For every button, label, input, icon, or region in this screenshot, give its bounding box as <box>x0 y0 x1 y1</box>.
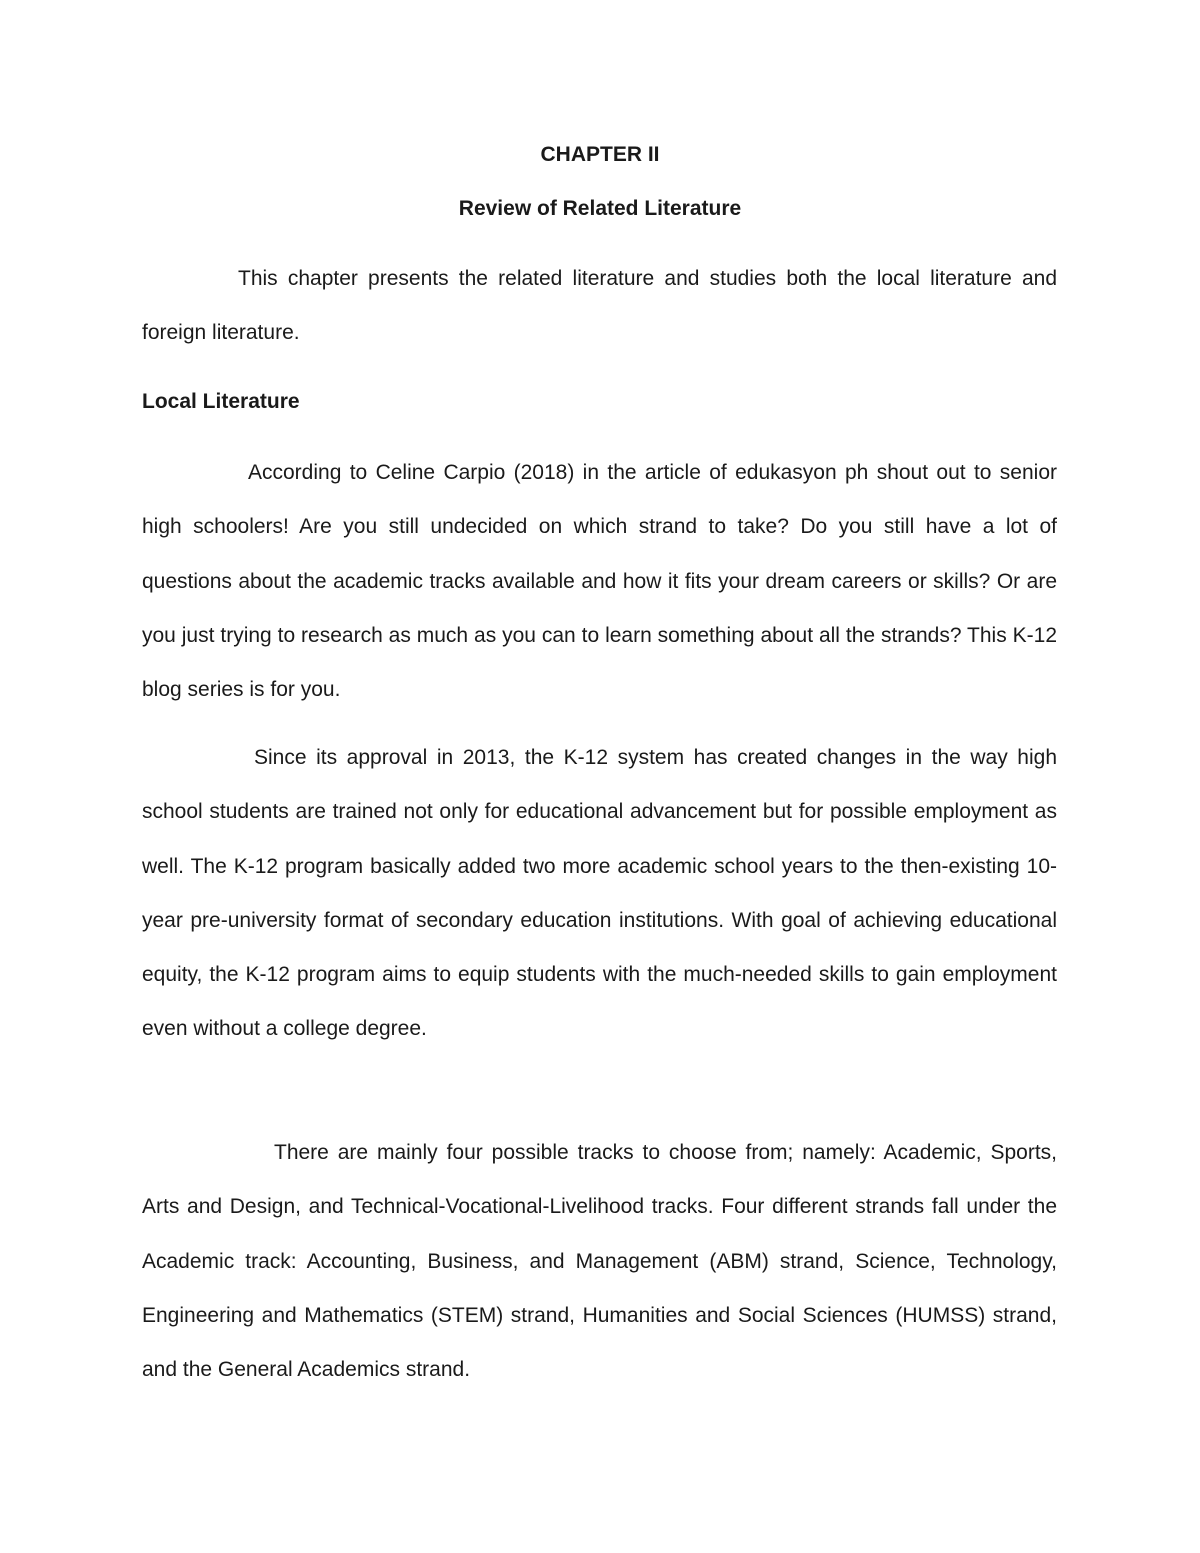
chapter-subtitle: Review of Related Literature <box>458 197 742 220</box>
body-paragraph-1: According to Celine Carpio (2018) in the article of edukasyon ph shout out to senior high schoolers! Are you still undecided on which strand to take? Do you still have a lot of questions about the academic tracks available and how it fits your dream careers or skills? Or are you just trying to research as much as you can to learn something about all the strands? This K-12 blog series is for you. <box>142 461 1057 702</box>
intro-paragraph: This chapter presents the related literature and studies both the local literature and foreign literature. <box>142 267 1057 345</box>
section-heading: Local Literature <box>142 390 300 413</box>
body-paragraph-3: There are mainly four possible tracks to choose from; namely: Academic, Sports, Arts and Design, and Technical-Vocational-Livelihood tracks. Four different strands fall under the Academic track: Accounting, Business, and Management (ABM) strand, Science, Technology, Engineering and Mathematics (STEM) strand, Humanities and Social Sciences (HUMSS) strand, and the General Academics strand. <box>142 1141 1057 1382</box>
body-paragraph-2: Since its approval in 2013, the K-12 system has created changes in the way high school students are trained not only for educational advancement but for possible employment as well. The K-12 program basically added two more academic school years to the then-existing 10-year pre-university format of secondary education institutions. With goal of achieving educational equity, the K-12 program aims to equip students with the much-needed skills to gain employment even without a college degree. <box>142 746 1057 1041</box>
chapter-title: CHAPTER II <box>540 143 660 166</box>
